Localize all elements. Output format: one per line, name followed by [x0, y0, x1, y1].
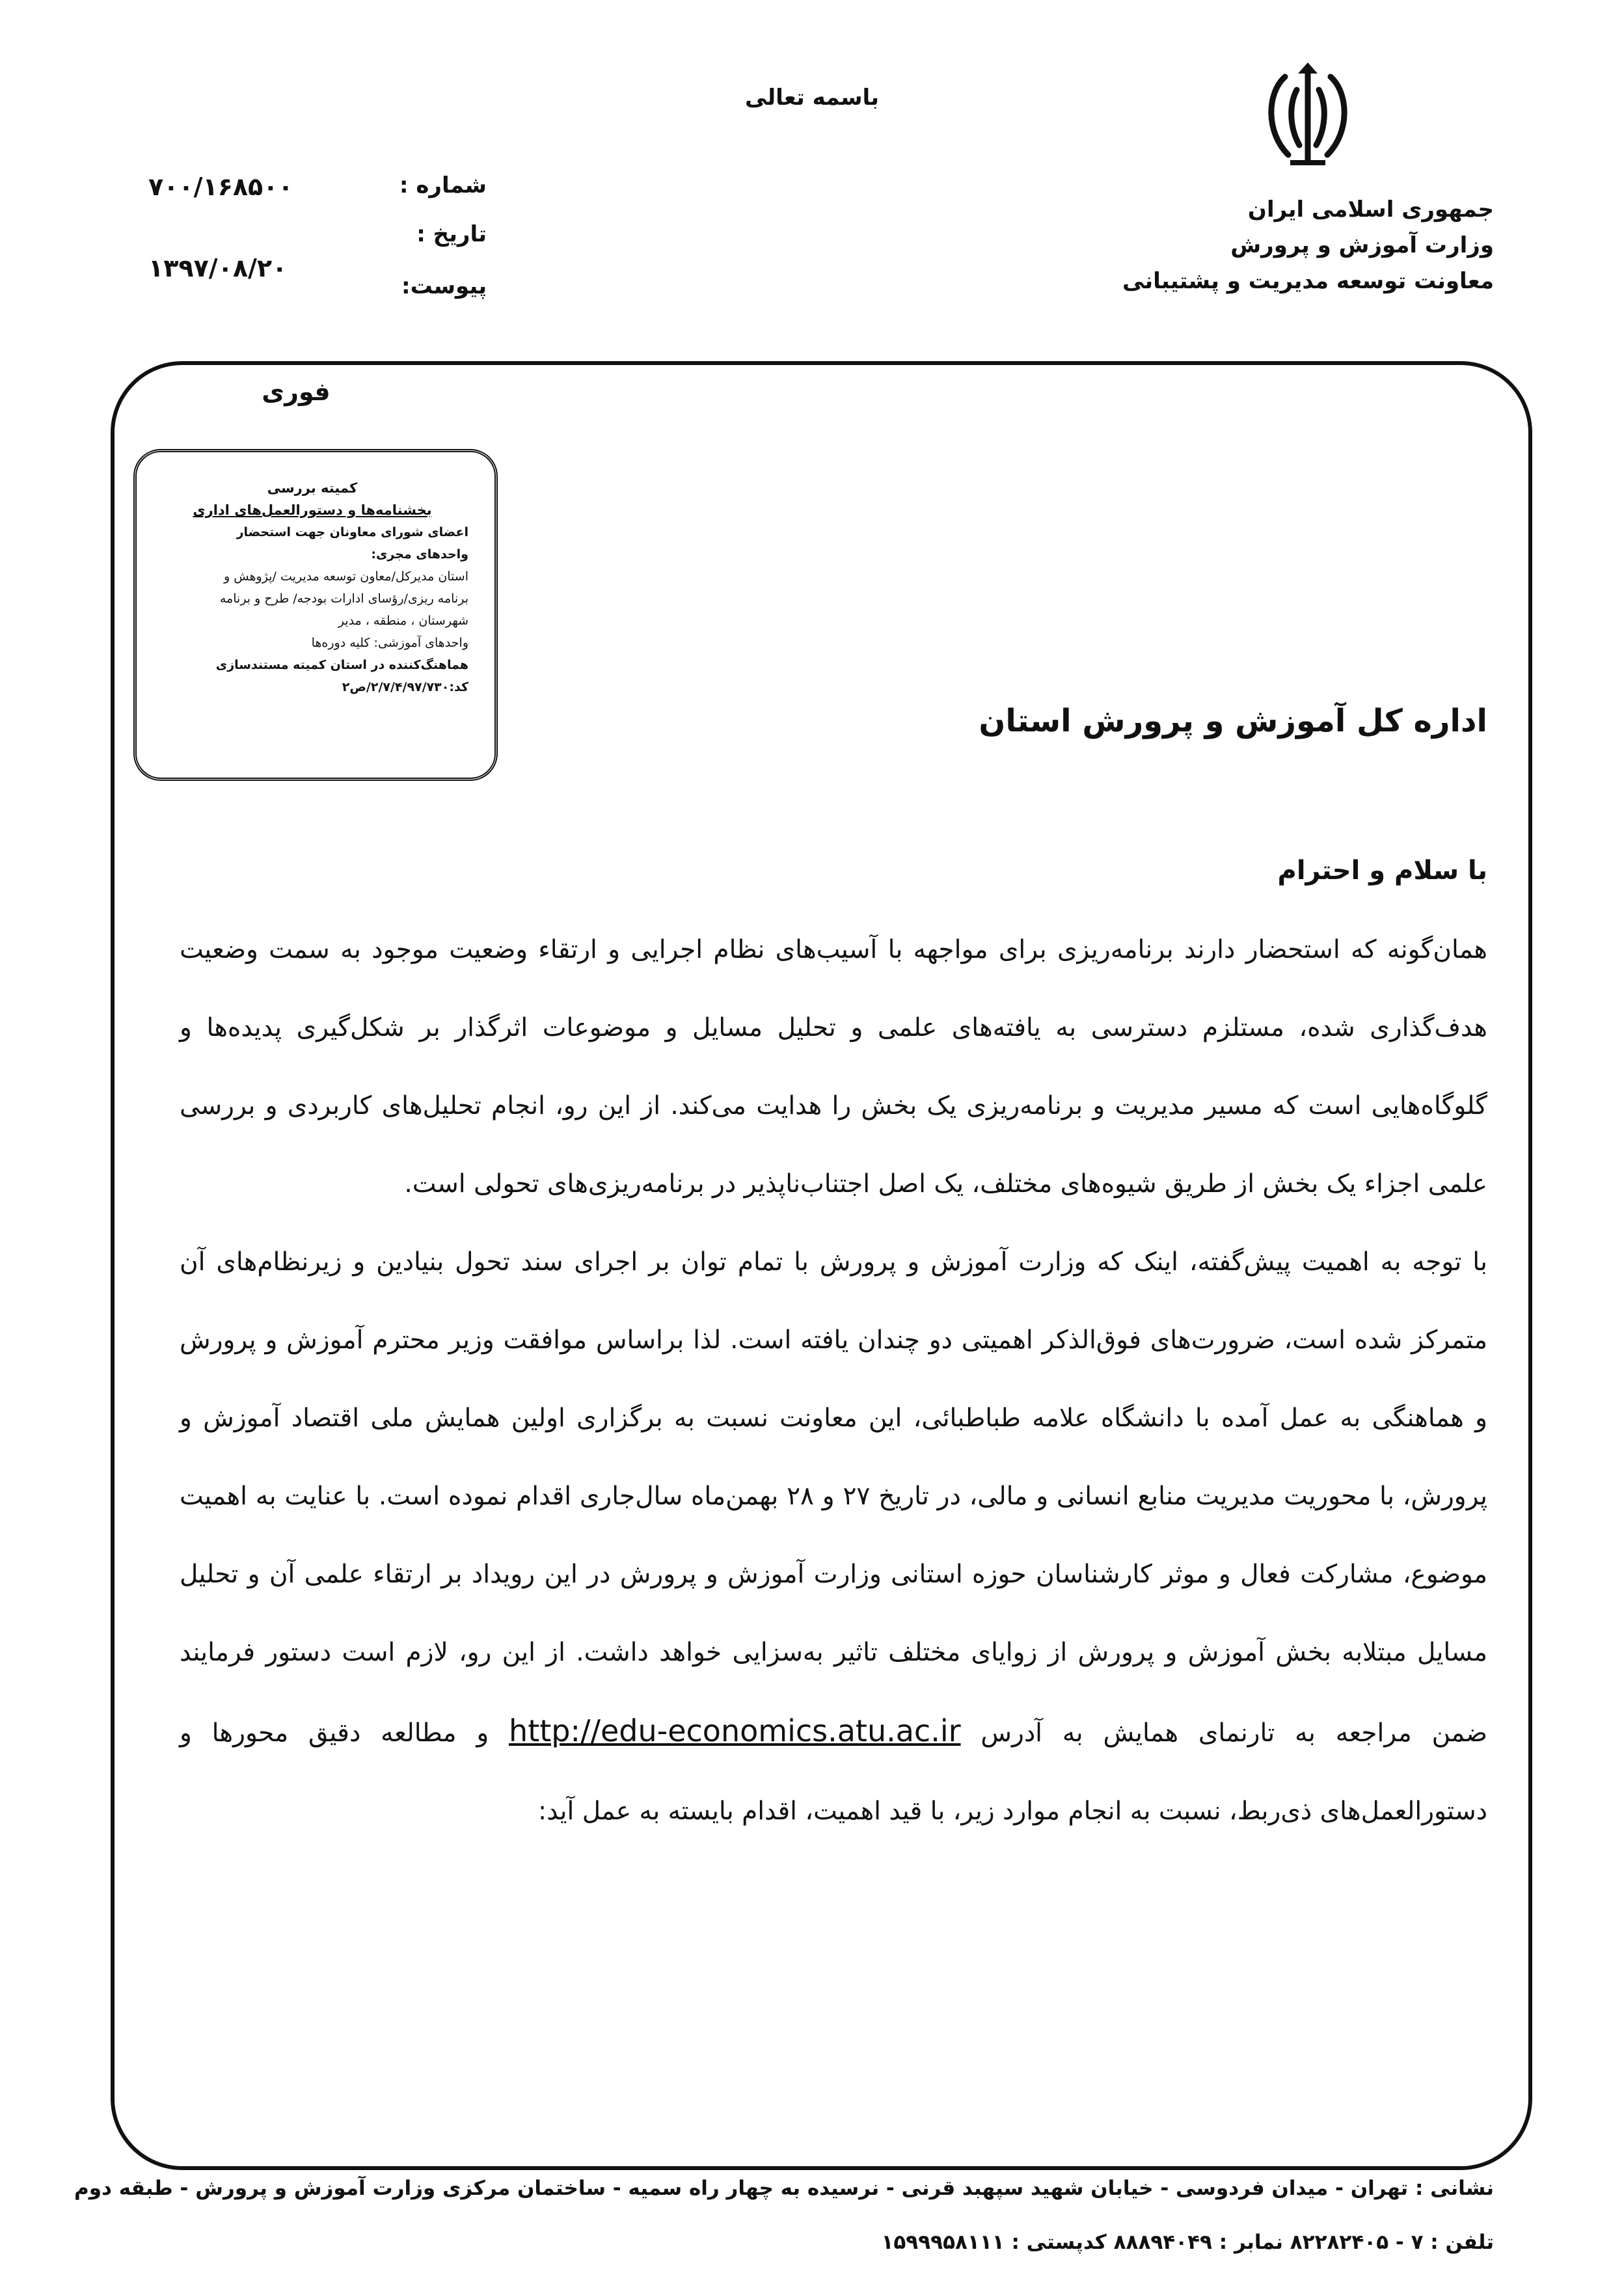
stamp-line: شهرستان ، منطقه ، مدیر [338, 614, 468, 628]
urgency-label: فوری [262, 377, 331, 406]
body-paragraph-2-end: و مطالعه دقیق محورها و دستورالعمل‌های ذی‌ربط، نسبت به انجام موارد زیر، با قید اهمیت، اقدام بایسته به عمل آید: [180, 1718, 1487, 1826]
body-paragraph-2-text: با توجه به اهمیت پیش‌گفته، اینک که وزارت آموزش و پرورش با تمام توان بر اجرای سند تحول بنیادین و زیرنظام‌های آن متمرکز شده است، ضرورت‌های فوق‌الذکر اهمیتی دو چندان یافته است. لذا براساس موافقت وزیر محترم آموزش و پرورش و هماهنگی به عمل آمده با دانشگاه علامه طباطبائی، این معاونت نسبت به برگزاری اولین همایش ملی اقتصاد آموزش و پرورش، با محوریت مدیریت منابع انسانی و مالی، در تاریخ ۲۷ و ۲۸ بهمن‌ماه سال‌جاری اقدام نموده است. با عنایت به اهمیت موضوع، مشارکت فعال و موثر کارشناسان حوزه استانی وزارت آموزش و پرورش در این رویداد بر ارتقاء علمی آن و تحلیل مسایل مبتلابه بخش آموزش و پرورش از زوایای مختلف تاثیر به‌سزایی خواهد داشت. از این رو، لازم است دستور فرمایند ضمن مراجعه به تارنمای همایش به آدرس [180, 1247, 1487, 1748]
number-value: ۷۰۰/۱۶۸۵۰۰ [148, 172, 293, 201]
date-label: تاریخ : [416, 221, 487, 247]
body-paragraph-2 [180, 1223, 1487, 1851]
body-paragraph-1: همان‌گونه که استحضار دارند برنامه‌ریزی برای مواجهه با آسیب‌های نظام اجرایی و ارتقاء وضعیت موجود به سمت وضعیت هدف‌گذاری شده، مستلزم دسترسی به یافته‌های علمی و تحلیل مسایل و موضوعات اثرگذار بر شکل‌گیری پدیده‌ها و گلوگاه‌هایی است که مسیر مدیریت و برنامه‌ریزی یک بخش را هدایت می‌کند. از این رو، انجام تحلیل‌های کاربردی و بررسی علمی اجزاء یک بخش از طریق شیوه‌های مختلف، یک اصل اجتناب‌ناپذیر در برنامه‌ریزی‌های تحولی است. [180, 935, 1487, 1199]
number-label: شماره : [399, 172, 487, 198]
attachment-row [148, 273, 487, 312]
stamp-subtitle: بخشنامه‌ها و دستورالعمل‌های اداری [193, 502, 432, 518]
org-line-deputy: معاونت توسعه مدیریت و پشتیبانی [1122, 268, 1494, 294]
stamp-line: واحدهای آموزشی: کلیه دوره‌ها [311, 636, 468, 650]
bismillah-heading: باسمه تعالی [744, 85, 880, 111]
date-value: ۱۳۹۷/۰۸/۲۰ [148, 254, 288, 282]
emblem-icon [1259, 57, 1357, 171]
conference-website-link[interactable]: http://edu-economics.atu.ac.ir [509, 1713, 961, 1748]
stamp-line: هماهنگ‌کننده در استان کمیته مستندسازی [215, 658, 468, 672]
stamp-line: اعضای شورای معاونان جهت استحضار [236, 525, 468, 539]
stamp-line: برنامه ریزی/رؤسای ادارات بودجه/ طرح و برنامه [219, 591, 468, 606]
review-stamp [133, 449, 498, 781]
footer-address: نشانی : تهران - میدان فردوسی - خیابان شهید سپهبد قرنی - نرسیده به چهار راه سمیه - ساختمان مرکزی وزارت آموزش و پرورش - طبقه دوم [74, 2177, 1494, 2200]
stamp-line: واحدهای مجری: [371, 547, 468, 562]
letter-body [180, 911, 1487, 1851]
greeting: با سلام و احترام [1277, 856, 1487, 886]
recipient-heading: اداره کل آموزش و پرورش استان [979, 703, 1487, 739]
org-line-ministry: وزارت آموزش و پرورش [1230, 232, 1494, 258]
stamp-line: استان مدیرکل/معاون توسعه مدیریت /پژوهش و [224, 569, 468, 584]
number-row [148, 172, 487, 211]
stamp-title: کمیته بررسی [267, 480, 358, 496]
stamp-code: کد:۲/۷/۴/۹۷/۷۳۰/ص۲ [342, 680, 468, 694]
footer-contact: تلفن : ۷ - ۸۲۲۸۲۴۰۵ نمابر : ۸۸۸۹۴۰۴۹ کدپستی : ۱۵۹۹۹۵۸۱۱۱ [881, 2231, 1494, 2254]
organization-block [1038, 192, 1494, 299]
org-line-country: جمهوری اسلامی ایران [1247, 197, 1494, 223]
attachment-label: پیوست: [401, 273, 487, 299]
